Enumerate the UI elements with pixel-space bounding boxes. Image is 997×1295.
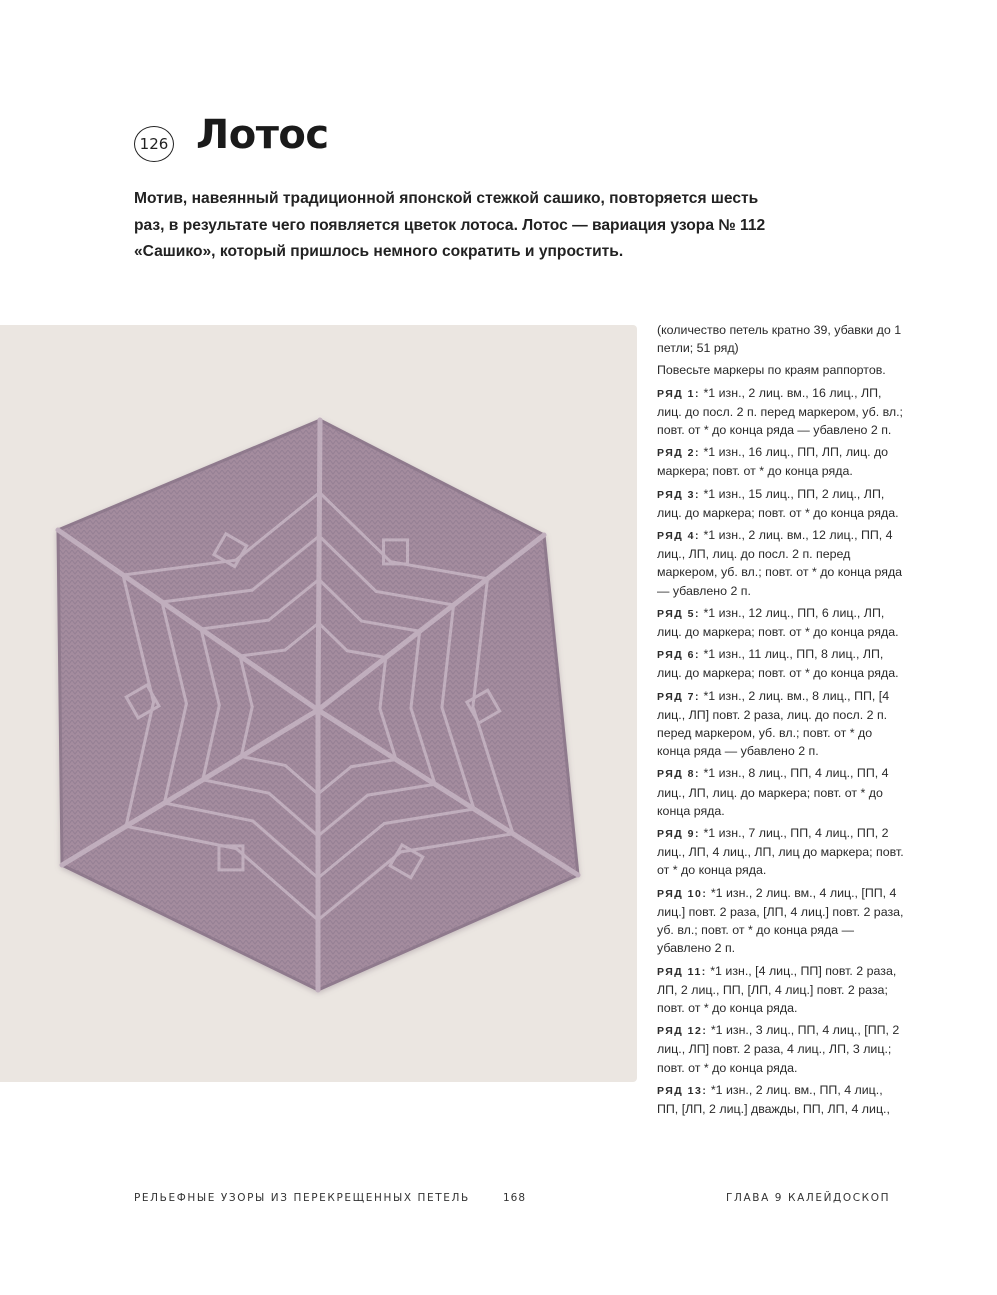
knitted-hexagon-image [0, 325, 637, 1082]
row-instruction [657, 526, 905, 600]
instructions-column [657, 321, 905, 1122]
pattern-number: 126 [139, 135, 169, 153]
row-label: РЯД 9: [657, 828, 701, 841]
pattern-number-badge [134, 126, 174, 162]
row-label: РЯД 8: [657, 768, 701, 781]
row-text: *1 изн., 2 лиц. вм., 12 лиц., ПП, 4 лиц., ЛП, лиц. до посл. 2 п. перед маркером, уб. вл.; повт. от * до конца ряда — убавлено 2 п. [657, 528, 903, 598]
row-text: *1 изн., 2 лиц. вм., 4 лиц., [ПП, 4 лиц.] повт. 2 раза, [ЛП, 4 лиц.] повт. 2 раза, уб. вл.; повт. от * до конца ряда — убавлено 2 п. [657, 885, 904, 956]
row-label: РЯД 10: [657, 887, 708, 900]
row-label: РЯД 12: [657, 1025, 708, 1038]
row-label: РЯД 3: [657, 488, 701, 501]
row-label: РЯД 6: [657, 649, 701, 662]
row-instruction [657, 645, 905, 682]
row-instruction [657, 485, 905, 522]
knitted-hexagon-photo [0, 325, 637, 1082]
stitch-count-note: (количество петель кратно 39, убавки до 1 петли; 51 ряд) [657, 323, 902, 356]
row-instruction [657, 687, 905, 761]
row-text: *1 изн., 8 лиц., ПП, 4 лиц., ПП, 4 лиц., ЛП, лиц. до маркера; повт. от * до конца ряда. [657, 766, 889, 818]
intro-paragraph: Мотив, навеянный традиционной японской стежкой сашико, повторяется шесть раз, в результате чего появляется цветок лотоса. Лотос — вариация узора № 112 «Сашико», который пришлось немного сократить и упростить. [134, 190, 766, 260]
footer-book-section: РЕЛЬЕФНЫЕ УЗОРЫ ИЗ ПЕРЕКРЕЩЕННЫХ ПЕТЕЛЬ [134, 1192, 470, 1204]
row-label: РЯД 1: [657, 387, 701, 400]
row-label: РЯД 7: [657, 690, 701, 703]
row-text: *1 изн., 2 лиц. вм., ПП, 4 лиц., ПП, [ЛП, 2 лиц.] дважды, ПП, ЛП, 4 лиц., [657, 1082, 890, 1116]
row-instruction [657, 884, 905, 958]
row-text: *1 изн., 2 лиц. вм., 8 лиц., ПП, [4 лиц., ЛП] повт. 2 раза, лиц. до посл. 2 п. перед маркером, уб. вл.; повт. от * до конца ряда — убавлено 2 п. [657, 688, 890, 759]
row-instruction [657, 443, 905, 480]
row-instruction [657, 764, 905, 820]
row-instruction [657, 604, 905, 641]
motif-spoke [318, 420, 320, 710]
row-instruction [657, 1081, 905, 1118]
row-text: *1 изн., 3 лиц., ПП, 4 лиц., [ПП, 2 лиц., ЛП] повт. 2 раза, 4 лиц., ЛП, 3 лиц.; повт. от * до конца ряда. [657, 1023, 900, 1075]
row-label: РЯД 11: [657, 965, 707, 978]
row-label: РЯД 2: [657, 447, 701, 460]
row-text: *1 изн., 16 лиц., ПП, ЛП, лиц. до маркера; повт. от * до конца ряда. [657, 445, 889, 479]
row-text: *1 изн., 7 лиц., ПП, 4 лиц., ПП, 2 лиц., ЛП, 4 лиц., ЛП, лиц до маркера; повт. от * до конца ряда. [657, 826, 904, 878]
row-label: РЯД 4: [657, 530, 701, 543]
row-text: *1 изн., 12 лиц., ПП, 6 лиц., ЛП, лиц. до маркера; повт. от * до конца ряда. [657, 605, 899, 640]
page-title: Лотос [196, 112, 329, 158]
row-text: *1 изн., 2 лиц. вм., 16 лиц., ЛП, лиц. до посл. 2 п. перед маркером, уб. вл.; повт. от * до конца ряда — убавлено 2 п. [657, 385, 903, 438]
row-text: *1 изн., 11 лиц., ПП, 8 лиц., ЛП, лиц. до маркера; повт. от * до конца ряда. [657, 647, 899, 681]
row-text: *1 изн., 15 лиц., ПП, 2 лиц., ЛП, лиц. до маркера; повт. от * до конца ряда. [657, 486, 899, 520]
row-text: *1 изн., [4 лиц., ПП] повт. 2 раза, ЛП, 2 лиц., ПП, [ЛП, 4 лиц.] повт. 2 раза; повт. от * до конца ряда. [657, 963, 897, 1015]
row-instruction [657, 1021, 905, 1077]
row-label: РЯД 13: [657, 1084, 708, 1097]
row-instruction [657, 384, 905, 440]
row-instructions [657, 384, 905, 1119]
row-label: РЯД 5: [657, 607, 701, 620]
row-instruction [657, 824, 905, 880]
markers-note: Повесьте маркеры по краям раппортов. [657, 363, 886, 378]
footer-chapter: ГЛАВА 9 КАЛЕЙДОСКОП [726, 1192, 891, 1204]
row-instruction [657, 962, 905, 1018]
footer-page-number: 168 [503, 1192, 527, 1204]
